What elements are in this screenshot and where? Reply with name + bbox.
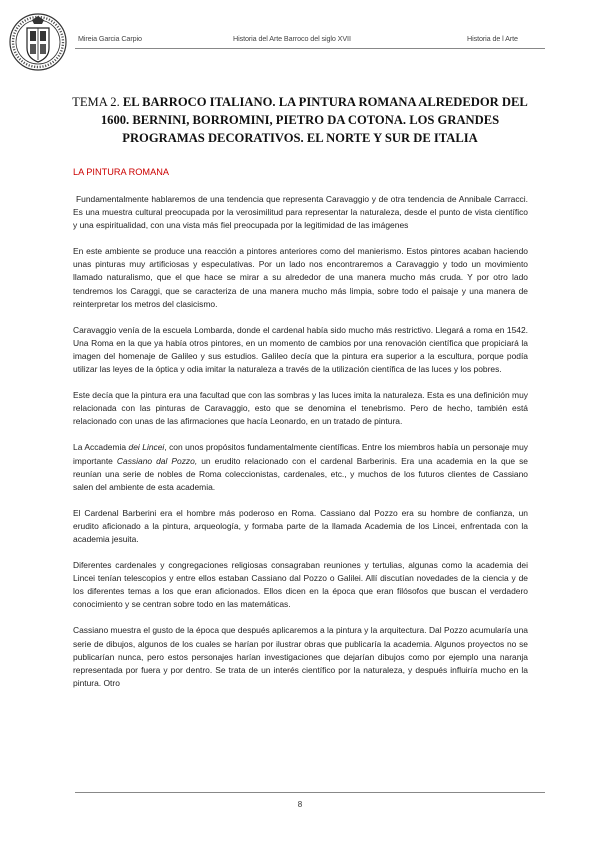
header-divider bbox=[75, 48, 545, 49]
page-title bbox=[72, 93, 528, 147]
paragraph-text: un erudito relacionado con el cardenal Barberinis. Era una academia en la que se reunían una serie de nobles de Roma coleccionistas, cardenales, etc., y muchos de los futuros clientes de Cassiano salen del ambiente de esta academia. bbox=[73, 455, 529, 492]
page-number: 8 bbox=[297, 800, 303, 809]
emphasis-text: Cassiano dal Pozzo, bbox=[116, 455, 198, 466]
paragraph: Fundamentalmente hablaremos de una tendencia que representa Caravaggio y de otra tendencia de Annibale Carracci. Es una muestra cultural preocupada por la verosimilitud para representar la naturaleza, desde el punto de vista científico y una espiritualidad, con una vista más fiel preocupada por la legitimidad de las imágenes bbox=[73, 194, 528, 231]
paragraph-text: , con unos propósitos fundamentalmente científicas. Entre los miembros había un personaje muy importante bbox=[73, 442, 528, 466]
title-text: EL BARROCO ITALIANO. LA PINTURA ROMANA ALREDEDOR DEL 1600. BERNINI, BORROMINI, PIETRO DA COTONA. LOS GRANDES PROGRAMAS DECORATIVOS. EL NORTE Y SUR DE ITALIA bbox=[100, 95, 528, 145]
university-seal bbox=[8, 10, 68, 78]
header-author: Mireia Garcia Carpio bbox=[78, 34, 142, 43]
paragraph: Caravaggio venía de la escuela Lombarda, donde el cardenal había sido mucho más restrictivo. Llegará a roma en 1542. Una Roma en la que ya había otros pintores, en un momento de cambios por una renovación científica que propiciará la imagen del homenaje de Galileo y sus estudios. Galileo decía que la pintura era superior a la escultura, porque podía utilizar las leyes de la óptica y odia imitar la naturaleza a través de la utilización científica de las luces y los pobres. bbox=[73, 324, 528, 375]
paragraph bbox=[73, 441, 528, 493]
section-heading: LA PINTURA ROMANA bbox=[73, 167, 169, 177]
title-number: TEMA 2. bbox=[72, 95, 123, 109]
paragraph-text: La Accademia bbox=[73, 442, 129, 453]
paragraph: En este ambiente se produce una reacción a pintores anteriores como del manierismo. Estos pintores acaban haciendo unas pinturas muy artificiosas y especulativas. Por un lado nos encontraremos a Caravaggio y todo un movimiento llamado naturalismo, que el que hace se mirar a su alrededor de una manera mucho más cruda. Y por otro lado tendremos los Caraggi, que se caracteriza de una manera mucho más limpia, sobre todo el paisaje y una manera de reinterpretar los metros del clasicismo. bbox=[73, 246, 528, 309]
paragraph: Cassiano muestra el gusto de la época que después aplicaremos a la pintura y la arquitectura. Dal Pozzo acumularía una serie de dibujos, algunos de los cuales se harían por ilustrar obras que publicaría la academia. Algunos proyectos no se publicarían nunca, pero estos personajes harían investigaciones que dejarían dibujos como por ejemplo una naranja representada por fuera y por dentro. Se trata de un interés científico por la naturaleza, y después influiría mucho en la pintura. Otro bbox=[73, 625, 528, 688]
header-course-title: Historia del Arte Barroco del siglo XVII bbox=[233, 34, 351, 43]
emphasis-text: dei Lincei bbox=[128, 442, 165, 453]
body-text bbox=[73, 193, 528, 703]
header-subject: Historia de l Arte bbox=[467, 34, 518, 43]
paragraph: Diferentes cardenales y congregaciones religiosas consagraban reuniones y tertulias, algunas como la academia dei Lincei tenían telescopios y entre ellos estaban Cassiano dal Pozzo o Galilei. Allí discutían novedades de la ciencia y de los diferentes temas a los que eran aficionados. Ellos dicen en la época que eran filósofos que buscan el verdadero conocimiento y se centran sobre todo en las matemáticas. bbox=[73, 560, 528, 610]
footer-divider bbox=[75, 792, 545, 793]
paragraph: El Cardenal Barberini era el hombre más poderoso en Roma. Cassiano dal Pozzo era su hombre de confianza, un erudito aficionado a la pintura, arqueología, y formaba parte de la llamada Academia de los Lincei, enfrentada con la academia jesuita. bbox=[73, 507, 528, 544]
paragraph: Este decía que la pintura era una facultad que con las sombras y las luces imita la naturaleza. Esta es una definición muy relacionada con las pinturas de Caravaggio, esto que se denomina el tenebrismo. Pero de hecho, también está relacionado con unas de las afirmaciones que hacía Leonardo, en un tratado de pintura. bbox=[73, 390, 528, 427]
